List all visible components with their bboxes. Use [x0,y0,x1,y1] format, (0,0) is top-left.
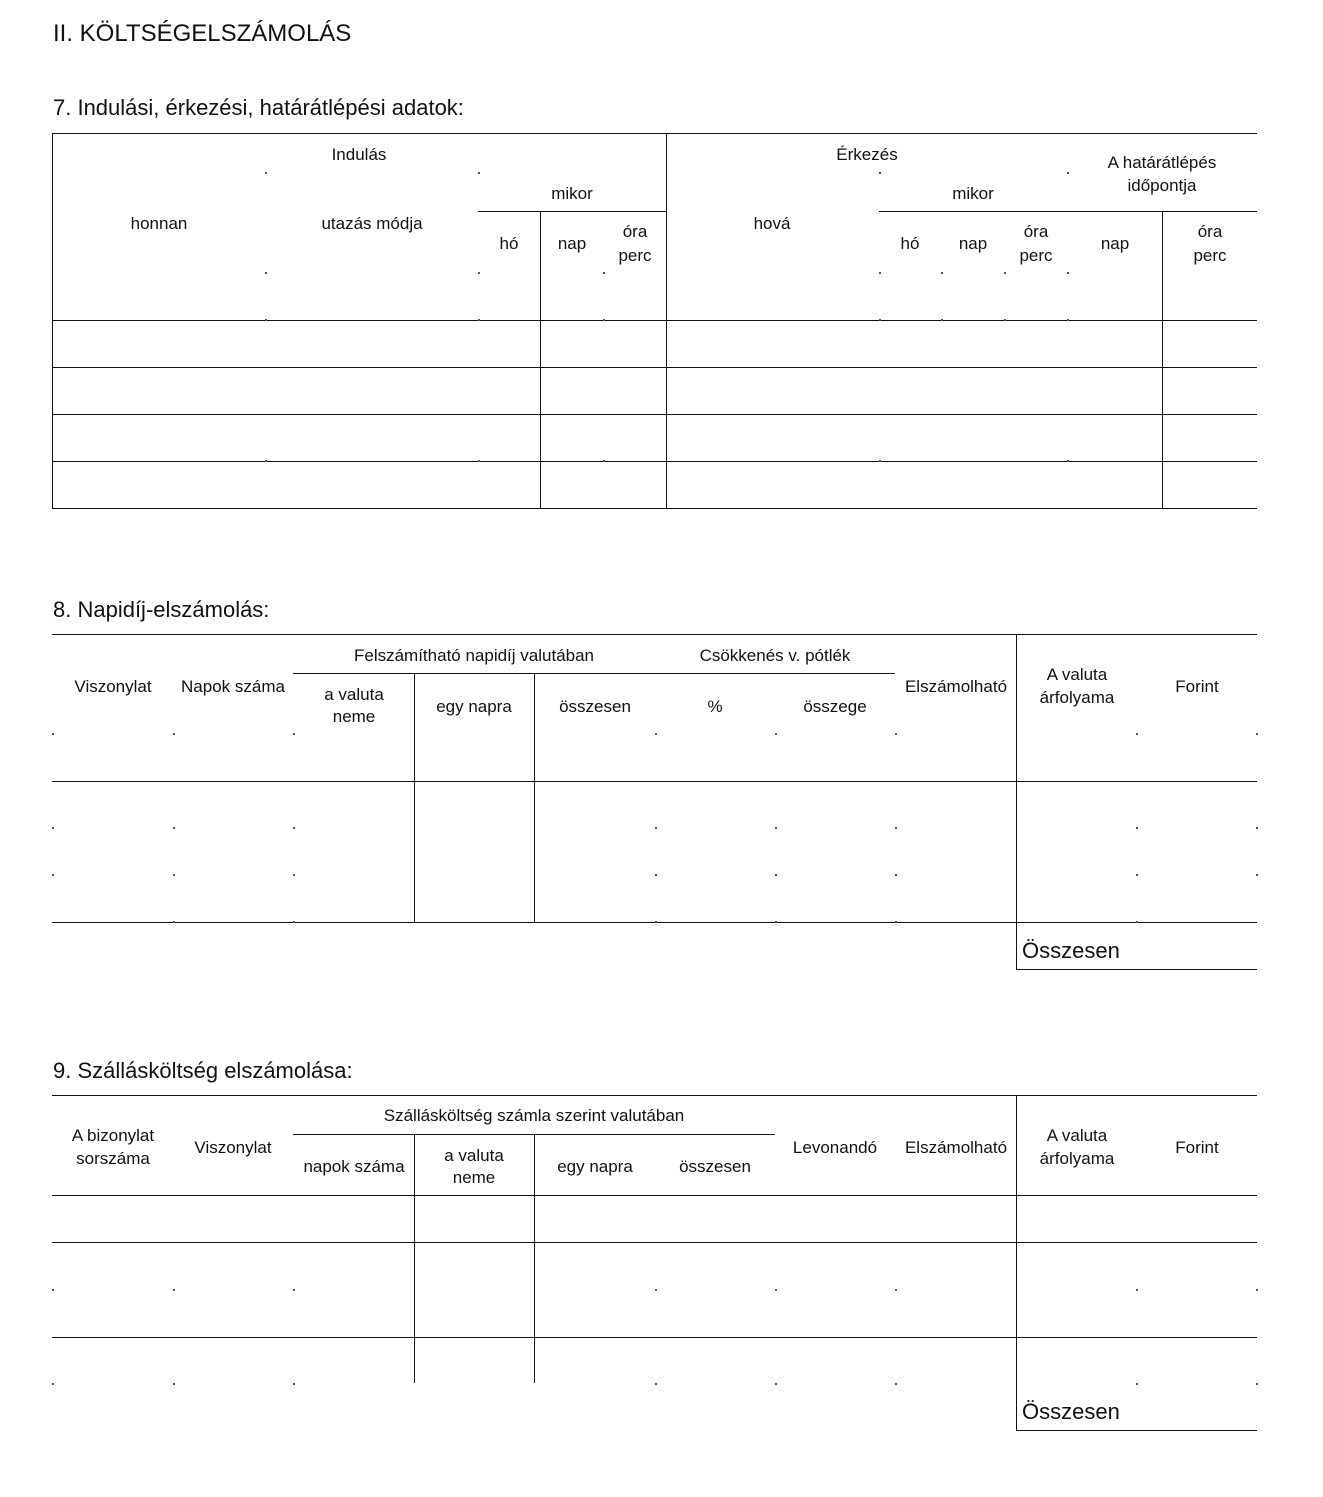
indulas-label: Indulás [331,145,387,164]
grid-dot [52,733,54,735]
mikor-underline [478,211,666,212]
ora-label: óra [1197,222,1223,241]
grid-dot [293,874,295,876]
grid-dot [293,827,295,829]
grid-dot [293,1289,295,1291]
grid-dot [1004,319,1006,321]
grid-dot [879,172,881,174]
section8-heading: 8. Napidíj-elszámolás: [53,597,270,622]
grid-dot [775,921,777,923]
total-label: Összesen [1022,938,1120,963]
arfolyam-label-2: árfolyama [1039,688,1115,707]
valuta-neme-label-2: neme [452,1168,496,1187]
grid-dot [173,921,175,923]
grid-dot [478,319,480,321]
total-label: Összesen [1022,1399,1120,1424]
table-border-top [52,133,1257,134]
grid-dot [775,1383,777,1385]
viszonylat-label: Viszonylat [194,1138,272,1157]
arfolyam-label-2: árfolyama [1039,1149,1115,1168]
valuta-neme-label-2: neme [332,707,376,726]
grid-dot [265,319,267,321]
napok-szama-label: napok száma [303,1157,405,1176]
csokkenes-label: Csökkenés v. pótlék [699,646,851,665]
grid-dot [775,874,777,876]
mikor-underline [879,211,1257,212]
table-divider [666,133,667,509]
mikor-label: mikor [551,184,593,203]
grid-dot [1136,1289,1138,1291]
egy-napra-label: egy napra [436,697,512,716]
osszesen-label: összesen [559,697,631,716]
grid-dot [775,733,777,735]
grid-dot [895,874,897,876]
grid-dot [265,272,267,274]
arfolyam-label-1: A valuta [1046,665,1108,684]
percent-label: % [707,697,723,716]
table-border-top [52,634,1257,635]
row-line [52,414,1257,415]
row-line [52,1195,1257,1196]
grid-dot [655,921,657,923]
grid-dot [52,1383,54,1385]
ho-label: hó [900,234,920,253]
section7-heading: 7. Indulási, érkezési, határátlépési adatok: [53,95,464,120]
grid-dot [478,460,480,462]
nap-label: nap [958,234,988,253]
column-divider [1162,211,1163,509]
grid-dot [879,460,881,462]
arfolyam-label-1: A valuta [1046,1126,1108,1145]
total-underline [1016,1430,1257,1431]
erkezes-label: Érkezés [836,145,898,164]
column-divider [534,673,535,922]
grid-dot [265,172,267,174]
grid-dot [655,1289,657,1291]
utazas-modja-label: utazás módja [321,214,423,233]
grid-dot [603,272,605,274]
grid-dot [173,1289,175,1291]
row-line [52,1242,1257,1243]
grid-dot [1256,1289,1258,1291]
grid-dot [1067,460,1069,462]
row-line [52,461,1257,462]
column-divider [414,1134,415,1383]
grid-dot [1067,172,1069,174]
honnan-label: honnan [130,214,188,233]
valuta-neme-label-1: a valuta [444,1146,504,1165]
grid-dot [895,921,897,923]
row-line [52,1337,1257,1338]
group-underline [293,673,895,674]
hatar-label-2: időpontja [1127,176,1197,195]
column-divider [540,211,541,509]
valuta-neme-label-1: a valuta [324,685,384,704]
grid-dot [775,827,777,829]
row-line [52,320,1257,321]
grid-dot [655,827,657,829]
grid-dot [1136,733,1138,735]
viszonylat-label: Viszonylat [74,677,152,696]
perc-label: perc [618,246,652,265]
grid-dot [895,733,897,735]
ora-label: óra [622,222,648,241]
grid-dot [52,874,54,876]
grid-dot [173,827,175,829]
perc-label: perc [1193,246,1227,265]
grid-dot [52,827,54,829]
grid-dot [478,272,480,274]
nap-label: nap [557,234,587,253]
grid-dot [293,921,295,923]
nap-label: nap [1100,234,1130,253]
bizonylat-label-1: A bizonylat [71,1126,155,1145]
grid-dot [1136,921,1138,923]
column-divider [1016,1095,1017,1431]
table-border-bottom [52,508,1257,509]
osszege-label: összege [803,697,867,716]
section9-heading: 9. Szállásköltség elszámolása: [53,1058,353,1083]
grid-dot [173,733,175,735]
grid-dot [879,319,881,321]
row-line [52,367,1257,368]
hova-label: hová [753,214,791,233]
grid-dot [1067,272,1069,274]
grid-dot [293,1383,295,1385]
grid-dot [1136,1383,1138,1385]
table-border-top [52,1095,1257,1096]
bizonylat-label-2: sorszáma [76,1149,150,1168]
column-divider [534,1134,535,1383]
ora-label: óra [1023,222,1049,241]
column-divider [1016,634,1017,970]
grid-dot [173,1383,175,1385]
grid-dot [1256,1383,1258,1385]
grid-dot [1256,827,1258,829]
grid-dot [655,874,657,876]
table-border-left [52,133,53,509]
grid-dot [775,1289,777,1291]
grid-dot [52,1289,54,1291]
grid-dot [293,733,295,735]
grid-dot [603,460,605,462]
total-underline [1016,969,1257,970]
grid-dot [1256,733,1258,735]
ho-label: hó [499,234,519,253]
perc-label: perc [1019,246,1053,265]
grid-dot [1136,827,1138,829]
grid-dot [655,733,657,735]
grid-dot [1067,319,1069,321]
page-title: II. KÖLTSÉGELSZÁMOLÁS [53,20,352,47]
grid-dot [173,874,175,876]
grid-dot [478,172,480,174]
hatar-label-1: A határátlépés [1107,153,1217,172]
osszesen-label: összesen [679,1157,751,1176]
elszamolhato-label: Elszámolható [904,1138,1008,1157]
mikor-label: mikor [952,184,994,203]
szamla-szerint-label: Szállásköltség számla szerint valutában [383,1106,685,1125]
elszamolhato-label: Elszámolható [904,677,1008,696]
forint-label: Forint [1175,1138,1219,1157]
grid-dot [895,1289,897,1291]
levonando-label: Levonandó [792,1138,878,1157]
napok-szama-label: Napok száma [181,677,285,696]
grid-dot [941,272,943,274]
grid-dot [1256,874,1258,876]
grid-dot [1136,874,1138,876]
row-line [52,781,1257,782]
grid-dot [879,272,881,274]
grid-dot [655,1383,657,1385]
grid-dot [895,1383,897,1385]
grid-dot [265,460,267,462]
column-divider [414,673,415,922]
grid-dot [941,319,943,321]
grid-dot [603,319,605,321]
grid-dot [895,827,897,829]
felszamithato-label: Felszámítható napidíj valutában [353,646,595,665]
forint-label: Forint [1175,677,1219,696]
egy-napra-label: egy napra [557,1157,633,1176]
grid-dot [1004,272,1006,274]
